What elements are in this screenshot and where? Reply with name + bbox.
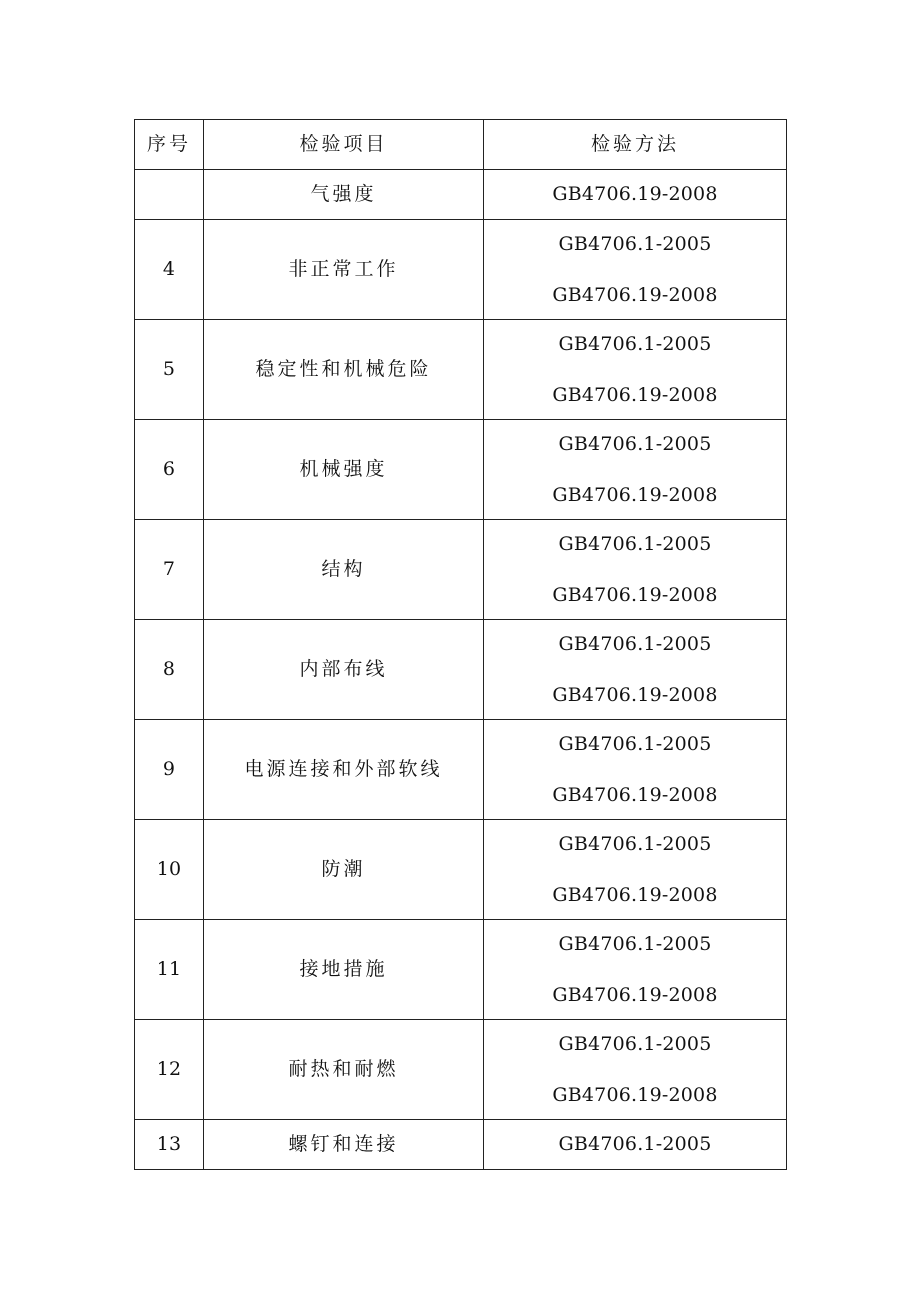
- row-methods: [484, 520, 787, 620]
- row-number: 13: [135, 1120, 204, 1170]
- row-method: GB4706.19-2008: [552, 1083, 718, 1106]
- table-header-row: [135, 120, 787, 170]
- table-row: [135, 220, 787, 320]
- row-methods: [484, 1020, 787, 1120]
- row-number: 4: [135, 220, 204, 320]
- row-methods: [484, 420, 787, 520]
- row-number: 6: [135, 420, 204, 520]
- row-methods: [484, 620, 787, 720]
- row-method: GB4706.19-2008: [552, 683, 718, 706]
- inspection-table: [134, 119, 787, 1170]
- row-methods: [484, 920, 787, 1020]
- table-row: [135, 1020, 787, 1120]
- row-method: GB4706.1-2005: [558, 432, 712, 455]
- row-number: 8: [135, 620, 204, 720]
- row-number: 7: [135, 520, 204, 620]
- header-inspection-item: 检验项目: [204, 120, 484, 170]
- row-method: GB4706.19-2008: [552, 283, 718, 306]
- row-method: GB4706.1-2005: [558, 932, 712, 955]
- row-method: GB4706.1-2005: [558, 232, 712, 255]
- row-number: [135, 170, 204, 220]
- row-item: 防潮: [204, 820, 484, 920]
- table-row: [135, 170, 787, 220]
- row-method: GB4706.1-2005: [558, 632, 712, 655]
- row-method: GB4706.19-2008: [552, 783, 718, 806]
- table-row: [135, 920, 787, 1020]
- row-item: 内部布线: [204, 620, 484, 720]
- table-row: [135, 520, 787, 620]
- row-method: GB4706.19-2008: [552, 983, 718, 1006]
- row-method: GB4706.19-2008: [552, 583, 718, 606]
- table-row: [135, 320, 787, 420]
- row-methods: [484, 320, 787, 420]
- row-item: 螺钉和连接: [204, 1120, 484, 1170]
- row-method: GB4706.1-2005: [558, 732, 712, 755]
- row-number: 5: [135, 320, 204, 420]
- row-method: GB4706.19-2008: [552, 383, 718, 406]
- table-row: [135, 420, 787, 520]
- row-item: 稳定性和机械危险: [204, 320, 484, 420]
- row-method: GB4706.1-2005: [558, 332, 712, 355]
- row-item: 机械强度: [204, 420, 484, 520]
- table-row: [135, 1120, 787, 1170]
- row-method: GB4706.1-2005: [558, 832, 712, 855]
- header-serial-number: 序号: [135, 120, 204, 170]
- row-method: GB4706.1-2005: [558, 532, 712, 555]
- row-number: 11: [135, 920, 204, 1020]
- row-number: 12: [135, 1020, 204, 1120]
- row-item: 气强度: [204, 170, 484, 220]
- row-item: 结构: [204, 520, 484, 620]
- row-methods: [484, 820, 787, 920]
- row-method: GB4706.19-2008: [552, 883, 718, 906]
- row-methods: [484, 220, 787, 320]
- row-method: GB4706.19-2008: [484, 170, 787, 220]
- row-item: 电源连接和外部软线: [204, 720, 484, 820]
- row-methods: [484, 720, 787, 820]
- row-item: 接地措施: [204, 920, 484, 1020]
- row-number: 10: [135, 820, 204, 920]
- row-method: GB4706.1-2005: [484, 1120, 787, 1170]
- table-row: [135, 620, 787, 720]
- table-row: [135, 720, 787, 820]
- row-item: 耐热和耐燃: [204, 1020, 484, 1120]
- row-number: 9: [135, 720, 204, 820]
- row-method: GB4706.1-2005: [558, 1032, 712, 1055]
- table-row: [135, 820, 787, 920]
- header-inspection-method: 检验方法: [484, 120, 787, 170]
- row-item: 非正常工作: [204, 220, 484, 320]
- row-method: GB4706.19-2008: [552, 483, 718, 506]
